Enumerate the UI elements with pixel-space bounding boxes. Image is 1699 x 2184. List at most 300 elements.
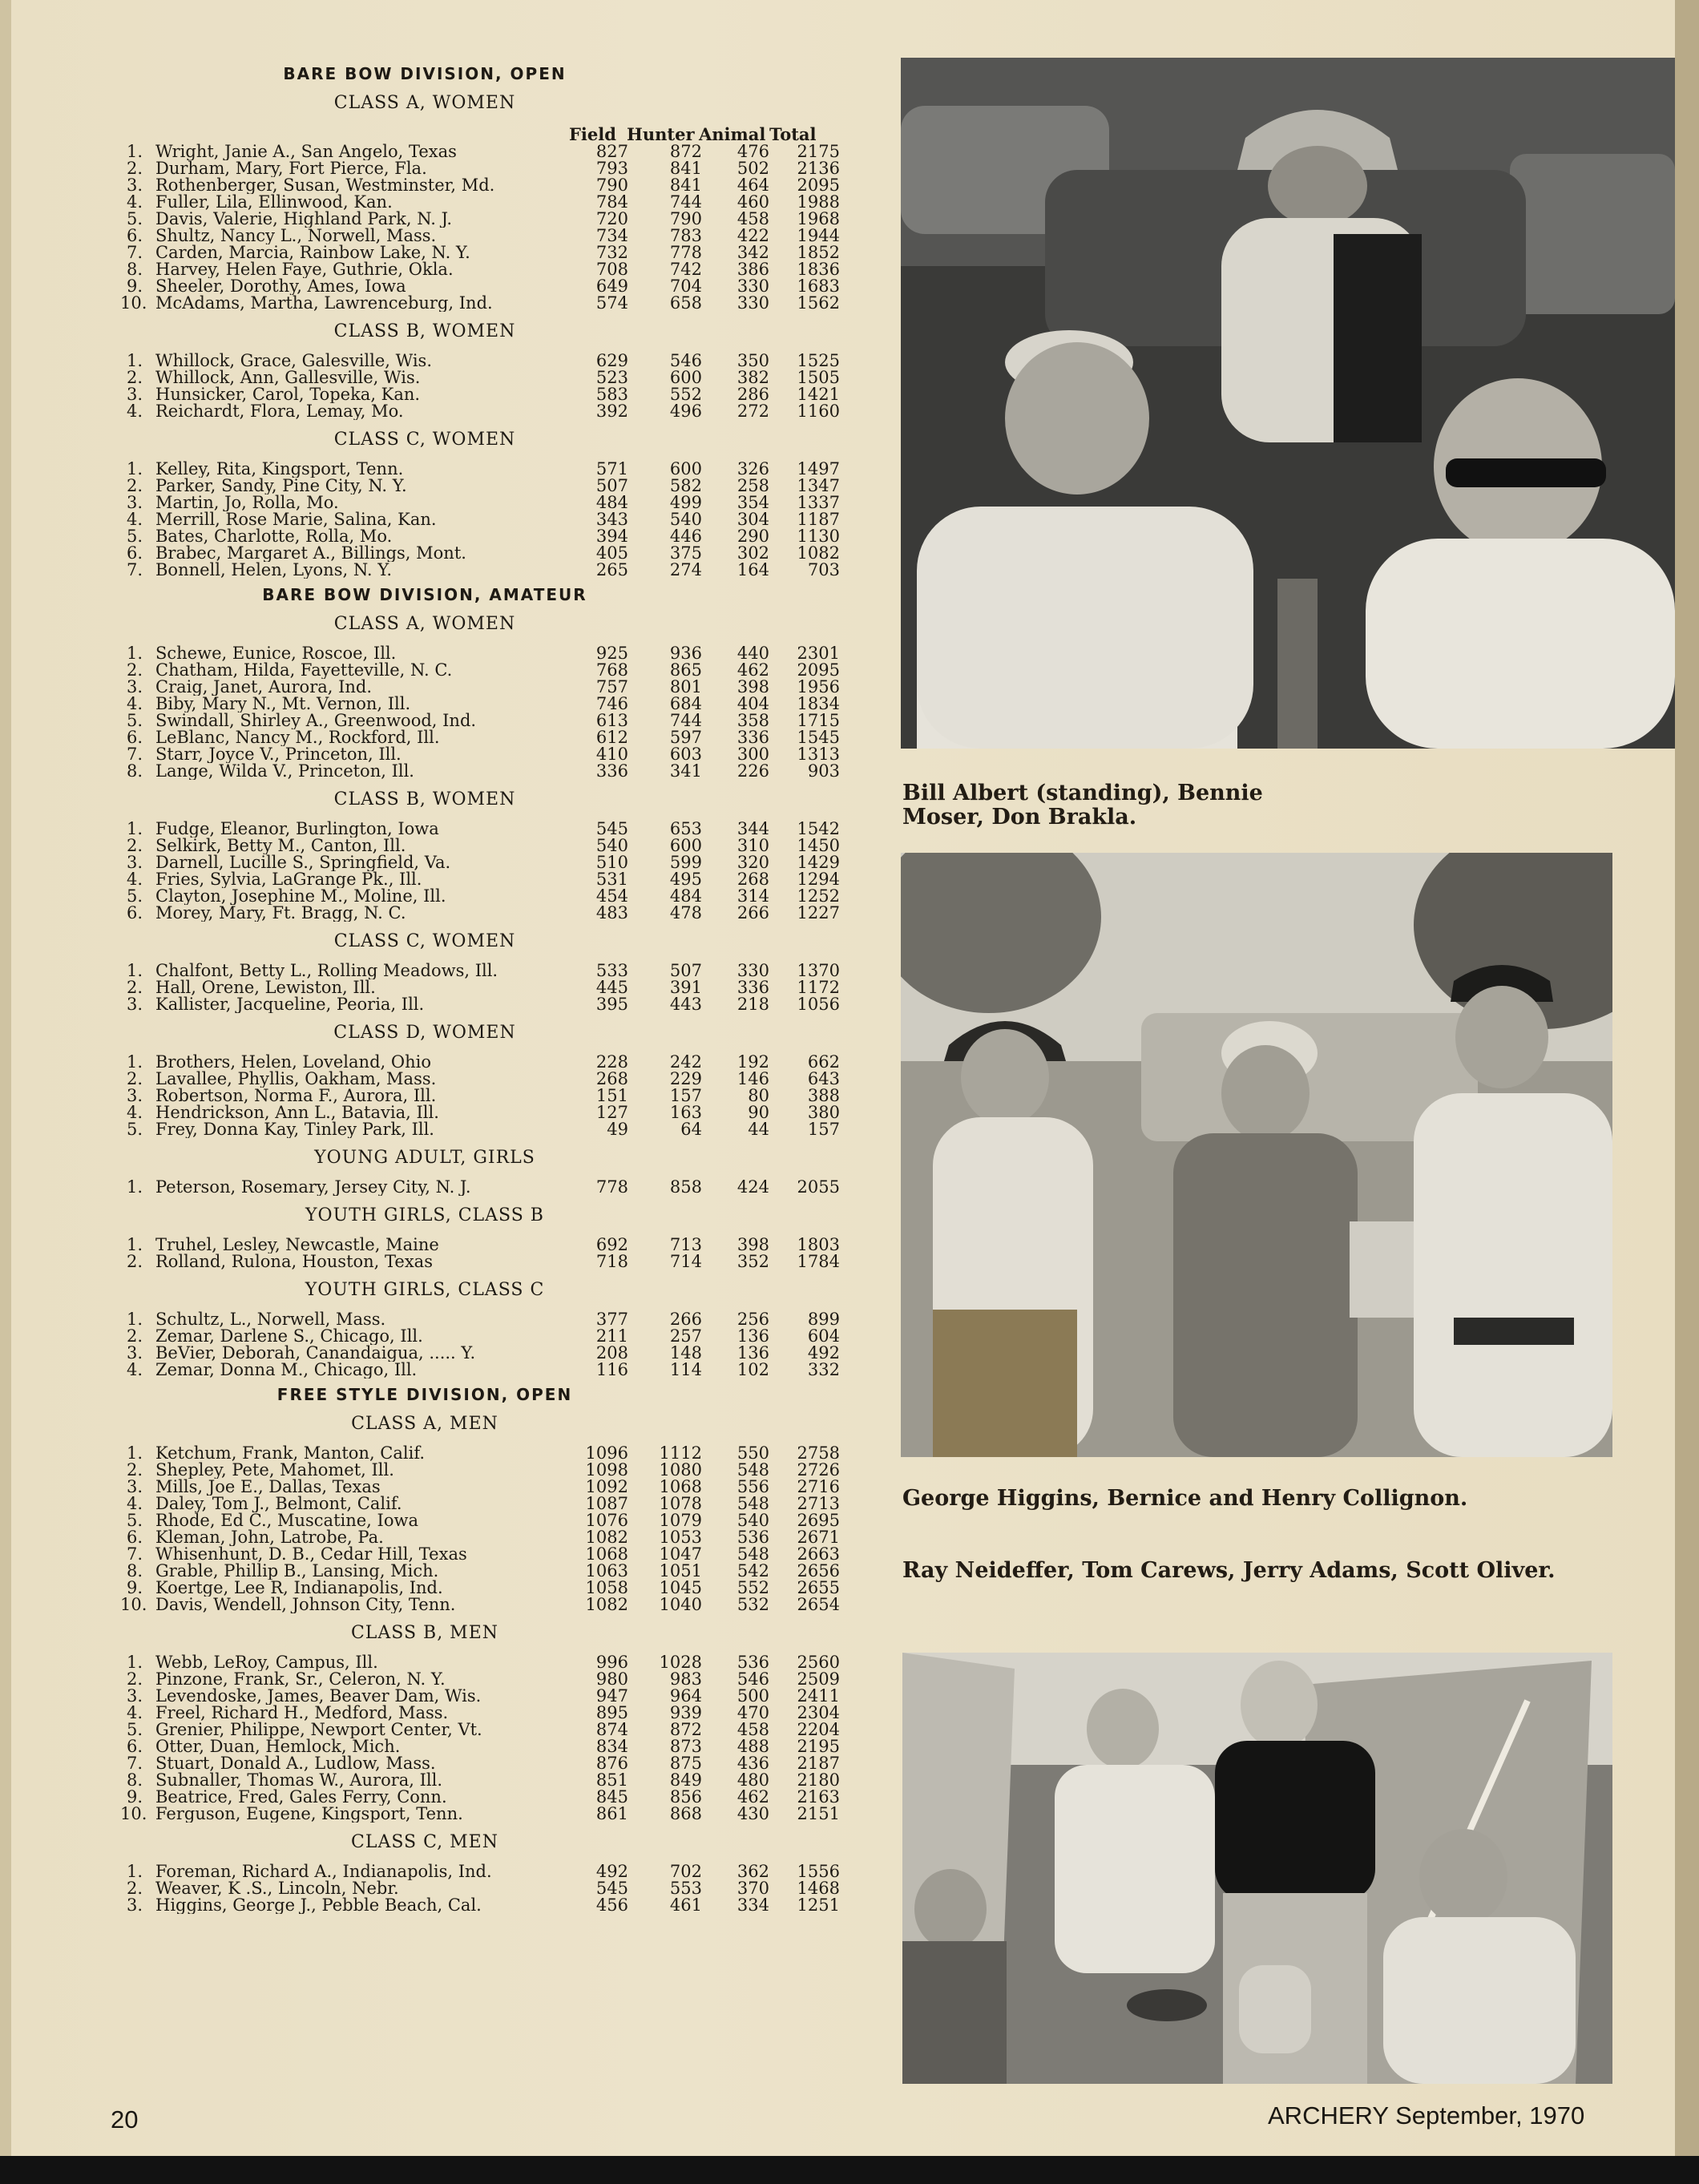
rank: 1. [126, 1177, 143, 1197]
result-row [120, 979, 858, 996]
field-score: 778 [595, 1177, 628, 1197]
class-results-block [120, 1023, 858, 1138]
rank: 2. [126, 836, 143, 855]
result-row [120, 1328, 858, 1345]
result-row [120, 645, 858, 662]
animal-score: 192 [737, 1052, 769, 1072]
archer-name: Harvey, Helen Faye, Guthrie, Okla. [155, 261, 454, 278]
result-row [120, 244, 858, 261]
animal-score: 548 [737, 1544, 769, 1564]
rank: 10. [120, 1595, 147, 1614]
class-heading: CLASS A, WOMEN [333, 614, 516, 634]
total-score: 903 [807, 761, 840, 781]
rank: 6. [126, 1528, 143, 1547]
archer-name: Clayton, Josephine M., Moline, Ill. [155, 888, 446, 905]
result-row [120, 963, 858, 979]
result-row [120, 1580, 858, 1597]
archer-name: Rothenberger, Susan, Westminster, Md. [155, 177, 495, 194]
total-score: 1834 [797, 694, 840, 713]
total-score: 2204 [797, 1720, 840, 1739]
animal-score: 146 [737, 1069, 769, 1088]
field-score: 996 [595, 1653, 628, 1672]
rank: 1. [126, 1235, 143, 1254]
archer-name: Starr, Joyce V., Princeton, Ill. [155, 746, 402, 763]
hunter-score: 704 [669, 277, 702, 296]
archer-name: Rolland, Rulona, Houston, Texas [155, 1253, 433, 1270]
field-score: 49 [607, 1120, 628, 1139]
hunter-score: 858 [669, 1177, 702, 1197]
animal-score: 354 [737, 493, 769, 512]
total-score: 1545 [797, 728, 840, 747]
rank: 3. [126, 995, 143, 1014]
result-row [120, 1705, 858, 1722]
total-score: 2560 [797, 1653, 840, 1672]
hunter-score: 1112 [659, 1443, 702, 1463]
archer-name: Shepley, Pete, Mahomet, Ill. [155, 1462, 394, 1479]
rank: 3. [126, 1895, 143, 1915]
result-row [120, 211, 858, 228]
hunter-score: 553 [669, 1879, 702, 1898]
animal-score: 556 [737, 1477, 769, 1496]
total-score: 643 [807, 1069, 840, 1088]
archer-name: Levendoske, James, Beaver Dam, Wis. [155, 1688, 482, 1705]
hunter-score: 114 [669, 1360, 702, 1379]
archer-name: Foreman, Richard A., Indianapolis, Ind. [155, 1863, 492, 1880]
field-score: 649 [595, 277, 628, 296]
rank: 3. [126, 1086, 143, 1105]
hunter-score: 375 [669, 543, 702, 563]
photo-bill-albert-bennie-moser-don-brakla [901, 58, 1675, 749]
result-row [120, 1104, 858, 1121]
result-row [120, 1863, 858, 1880]
result-row [120, 1496, 858, 1512]
rank: 6. [126, 226, 143, 245]
animal-score: 80 [748, 1086, 769, 1105]
rank: 2. [126, 159, 143, 178]
photo-neideffer-carews-adams-oliver [902, 1653, 1612, 2084]
rank: 1. [126, 142, 143, 161]
total-score: 2695 [797, 1511, 840, 1530]
hunter-score: 446 [669, 527, 702, 546]
field-score: 410 [595, 745, 628, 764]
total-score: 2175 [797, 142, 840, 161]
column-header: Total [769, 124, 817, 144]
field-score: 523 [595, 368, 628, 387]
class-results-block [120, 1832, 858, 1914]
total-score: 1988 [797, 192, 840, 212]
class-heading: YOUTH GIRLS, CLASS B [305, 1205, 544, 1225]
hunter-score: 1079 [659, 1511, 702, 1530]
archer-name: Parker, Sandy, Pine City, N. Y. [155, 478, 407, 495]
animal-score: 258 [737, 476, 769, 495]
result-row [120, 713, 858, 729]
rank: 3. [126, 677, 143, 696]
field-score: 574 [595, 293, 628, 313]
archer-name: Chalfont, Betty L., Rolling Meadows, Ill. [155, 963, 498, 979]
field-score: 1098 [585, 1460, 628, 1480]
hunter-score: 600 [669, 836, 702, 855]
animal-score: 330 [737, 961, 769, 980]
hunter-score: 713 [669, 1235, 702, 1254]
animal-score: 460 [737, 192, 769, 212]
total-score: 492 [807, 1343, 840, 1362]
total-score: 1525 [797, 351, 840, 370]
animal-score: 304 [737, 510, 769, 529]
animal-score: 272 [737, 402, 769, 421]
field-score: 116 [595, 1360, 628, 1379]
animal-score: 370 [737, 1879, 769, 1898]
rank: 7. [126, 745, 143, 764]
animal-score: 268 [737, 870, 769, 889]
field-score: 784 [595, 192, 628, 212]
rank: 4. [126, 402, 143, 421]
archer-name: Durham, Mary, Fort Pierce, Fla. [155, 160, 427, 177]
total-score: 388 [807, 1086, 840, 1105]
total-score: 1683 [797, 277, 840, 296]
field-score: 377 [595, 1310, 628, 1329]
total-score: 2713 [797, 1494, 840, 1513]
field-score: 768 [595, 660, 628, 680]
animal-score: 550 [737, 1443, 769, 1463]
hunter-score: 684 [669, 694, 702, 713]
field-score: 790 [595, 176, 628, 195]
rank: 4. [126, 1703, 143, 1722]
rank: 3. [126, 385, 143, 404]
animal-score: 256 [737, 1310, 769, 1329]
animal-score: 136 [737, 1343, 769, 1362]
column-header: Animal [699, 124, 766, 144]
animal-score: 540 [737, 1511, 769, 1530]
rank: 4. [126, 510, 143, 529]
rank: 3. [126, 853, 143, 872]
rank: 7. [126, 1544, 143, 1564]
field-score: 456 [595, 1895, 628, 1915]
page-edge-right [1675, 0, 1699, 2184]
rank: 9. [126, 1787, 143, 1807]
animal-score: 302 [737, 543, 769, 563]
class-results-block [120, 430, 858, 579]
rank: 1. [126, 459, 143, 478]
field-score: 507 [595, 476, 628, 495]
hunter-score: 744 [669, 192, 702, 212]
result-row [120, 353, 858, 369]
field-score: 827 [595, 142, 628, 161]
archer-name: Kelley, Rita, Kingsport, Tenn. [155, 461, 404, 478]
total-score: 332 [807, 1360, 840, 1379]
class-heading: YOUTH GIRLS, CLASS C [305, 1280, 545, 1300]
hunter-score: 443 [669, 995, 702, 1014]
rank: 9. [126, 1578, 143, 1597]
archer-name: BeVier, Deborah, Canandaigua, ..... Y. [155, 1345, 476, 1362]
field-score: 268 [595, 1069, 628, 1088]
rank: 6. [126, 728, 143, 747]
animal-score: 398 [737, 677, 769, 696]
rank: 4. [126, 1360, 143, 1379]
hunter-score: 274 [669, 560, 702, 579]
total-score: 2163 [797, 1787, 840, 1807]
rank: 2. [126, 1460, 143, 1480]
total-score: 2654 [797, 1595, 840, 1614]
archer-name: Fries, Sylvia, LaGrange Pk., Ill. [155, 871, 422, 888]
rank: 3. [126, 176, 143, 195]
class-results-block [120, 1280, 858, 1379]
field-score: 211 [595, 1326, 628, 1346]
hunter-score: 872 [669, 1720, 702, 1739]
result-row [120, 1897, 858, 1914]
animal-score: 458 [737, 1720, 769, 1739]
result-row [120, 261, 858, 278]
animal-score: 542 [737, 1561, 769, 1580]
animal-score: 480 [737, 1770, 769, 1790]
hunter-score: 1040 [659, 1595, 702, 1614]
class-heading: CLASS C, WOMEN [333, 430, 516, 450]
hunter-score: 163 [669, 1103, 702, 1122]
field-score: 718 [595, 1252, 628, 1271]
animal-score: 310 [737, 836, 769, 855]
rank: 10. [120, 293, 147, 313]
result-row [120, 278, 858, 295]
field-score: 531 [595, 870, 628, 889]
field-score: 793 [595, 159, 628, 178]
animal-score: 422 [737, 226, 769, 245]
archer-name: Craig, Janet, Aurora, Ind. [155, 679, 373, 696]
field-score: 343 [595, 510, 628, 529]
animal-score: 476 [737, 142, 769, 161]
field-score: 394 [595, 527, 628, 546]
archer-name: Whillock, Ann, Gallesville, Wis. [155, 369, 421, 386]
hunter-score: 1068 [659, 1477, 702, 1496]
animal-score: 164 [737, 560, 769, 579]
field-score: 876 [595, 1754, 628, 1773]
class-results-block [120, 931, 858, 1013]
animal-score: 500 [737, 1686, 769, 1706]
animal-score: 350 [737, 351, 769, 370]
page-number: 20 [111, 2105, 139, 2134]
field-score: 1068 [585, 1544, 628, 1564]
hunter-score: 744 [669, 711, 702, 730]
rank: 8. [126, 1770, 143, 1790]
result-row [120, 1054, 858, 1071]
field-score: 445 [595, 978, 628, 997]
animal-score: 300 [737, 745, 769, 764]
hunter-score: 841 [669, 176, 702, 195]
archer-name: McAdams, Martha, Lawrenceburg, Ind. [155, 295, 493, 312]
result-row [120, 763, 858, 780]
result-row [120, 1179, 858, 1196]
page-edge-left [0, 0, 11, 2156]
hunter-score: 597 [669, 728, 702, 747]
rank: 6. [126, 903, 143, 922]
class-heading: YOUNG ADULT, GIRLS [314, 1148, 535, 1168]
total-score: 157 [807, 1120, 840, 1139]
total-score: 1251 [797, 1895, 840, 1915]
total-score: 1187 [797, 510, 840, 529]
hunter-score: 257 [669, 1326, 702, 1346]
total-score: 2151 [797, 1804, 840, 1823]
class-results-block [120, 789, 858, 922]
archer-name: Frey, Donna Kay, Tinley Park, Ill. [155, 1121, 434, 1138]
result-row [120, 194, 858, 211]
archer-name: Wright, Janie A., San Angelo, Texas [155, 143, 457, 160]
hunter-score: 1047 [659, 1544, 702, 1564]
animal-score: 326 [737, 459, 769, 478]
result-row [120, 403, 858, 420]
rank: 2. [126, 1326, 143, 1346]
field-score: 845 [595, 1787, 628, 1807]
rank: 1. [126, 961, 143, 980]
hunter-score: 603 [669, 745, 702, 764]
field-score: 336 [595, 761, 628, 781]
total-score: 1056 [797, 995, 840, 1014]
field-score: 1063 [585, 1561, 628, 1580]
animal-score: 330 [737, 293, 769, 313]
archer-name: Beatrice, Fred, Gales Ferry, Conn. [155, 1789, 447, 1806]
caption-photo-1: Bill Albert (standing), Bennie Moser, Don Brakla. [902, 781, 1263, 830]
rank: 7. [126, 560, 143, 579]
hunter-score: 599 [669, 853, 702, 872]
rank: 5. [126, 1120, 143, 1139]
hunter-score: 865 [669, 660, 702, 680]
hunter-score: 983 [669, 1669, 702, 1689]
archer-name: Ketchum, Frank, Manton, Calif. [155, 1445, 426, 1462]
field-score: 483 [595, 903, 628, 922]
result-row [120, 386, 858, 403]
class-heading: CLASS A, WOMEN [333, 93, 516, 113]
field-score: 734 [595, 226, 628, 245]
hunter-score: 540 [669, 510, 702, 529]
field-score: 851 [595, 1770, 628, 1790]
total-score: 1294 [797, 870, 840, 889]
total-score: 2671 [797, 1528, 840, 1547]
animal-score: 330 [737, 277, 769, 296]
hunter-score: 391 [669, 978, 702, 997]
result-row [120, 838, 858, 854]
hunter-score: 653 [669, 819, 702, 838]
field-score: 861 [595, 1804, 628, 1823]
archer-name: Fudge, Eleanor, Burlington, Iowa [155, 821, 439, 838]
animal-score: 502 [737, 159, 769, 178]
rank: 1. [126, 644, 143, 663]
result-row [120, 1253, 858, 1270]
archer-name: Swindall, Shirley A., Greenwood, Ind. [155, 713, 477, 729]
total-score: 1803 [797, 1235, 840, 1254]
rank: 4. [126, 1494, 143, 1513]
result-row [120, 1479, 858, 1496]
rank: 7. [126, 1754, 143, 1773]
rank: 8. [126, 761, 143, 781]
archer-name: Lavallee, Phyllis, Oakham, Mass. [155, 1071, 437, 1088]
archer-name: Zemar, Donna M., Chicago, Ill. [155, 1362, 418, 1379]
total-score: 604 [807, 1326, 840, 1346]
animal-score: 548 [737, 1460, 769, 1480]
column-header: Field [569, 124, 616, 144]
archer-name: Carden, Marcia, Rainbow Lake, N. Y. [155, 244, 470, 261]
rank: 4. [126, 192, 143, 212]
archer-name: Zemar, Darlene S., Chicago, Ill. [155, 1328, 423, 1345]
magazine-issue-line: ARCHERY September, 1970 [1268, 2101, 1585, 2130]
field-score: 571 [595, 459, 628, 478]
field-score: 1076 [585, 1511, 628, 1530]
rank: 3. [126, 1343, 143, 1362]
division-heading: FREE STYLE DIVISION, OPEN [276, 1385, 573, 1404]
rank: 5. [126, 1511, 143, 1530]
total-score: 2301 [797, 644, 840, 663]
rank: 2. [126, 660, 143, 680]
total-score: 2758 [797, 1443, 840, 1463]
animal-score: 286 [737, 385, 769, 404]
hunter-score: 229 [669, 1069, 702, 1088]
total-score: 2716 [797, 1477, 840, 1496]
result-row [120, 495, 858, 511]
result-row [120, 1529, 858, 1546]
field-score: 757 [595, 677, 628, 696]
field-score: 732 [595, 243, 628, 262]
rank: 4. [126, 870, 143, 889]
hunter-score: 939 [669, 1703, 702, 1722]
total-score: 1130 [797, 527, 840, 546]
rank: 1. [126, 819, 143, 838]
total-score: 1497 [797, 459, 840, 478]
archer-name: Morey, Mary, Ft. Bragg, N. C. [155, 905, 406, 922]
rank: 4. [126, 1103, 143, 1122]
animal-score: 314 [737, 886, 769, 906]
animal-score: 398 [737, 1235, 769, 1254]
class-results-block [120, 1414, 858, 1613]
total-score: 2411 [797, 1686, 840, 1706]
hunter-score: 148 [669, 1343, 702, 1362]
archer-name: Kleman, John, Latrobe, Pa. [155, 1529, 384, 1546]
hunter-score: 496 [669, 402, 702, 421]
rank: 7. [126, 243, 143, 262]
hunter-score: 964 [669, 1686, 702, 1706]
field-score: 583 [595, 385, 628, 404]
rank: 1. [126, 1052, 143, 1072]
total-score: 1944 [797, 226, 840, 245]
archer-name: Chatham, Hilda, Fayetteville, N. C. [155, 662, 453, 679]
hunter-score: 582 [669, 476, 702, 495]
archer-name: Shultz, Nancy L., Norwell, Mass. [155, 228, 437, 244]
field-score: 629 [595, 351, 628, 370]
archer-name: Darnell, Lucille S., Springfield, Va. [155, 854, 451, 871]
animal-score: 336 [737, 978, 769, 997]
result-row [120, 228, 858, 244]
result-row [120, 1345, 858, 1362]
result-row [120, 821, 858, 838]
rank: 2. [126, 1669, 143, 1689]
hunter-score: 1078 [659, 1494, 702, 1513]
result-row [120, 1880, 858, 1897]
total-score: 2663 [797, 1544, 840, 1564]
archer-name: Subnaller, Thomas W., Aurora, Ill. [155, 1772, 443, 1789]
total-score: 1313 [797, 745, 840, 764]
class-heading: CLASS B, MEN [350, 1623, 499, 1643]
archer-name: Rhode, Ed C., Muscatine, Iowa [155, 1512, 418, 1529]
hunter-score: 64 [680, 1120, 702, 1139]
field-score: 1092 [585, 1477, 628, 1496]
animal-score: 226 [737, 761, 769, 781]
total-score: 1450 [797, 836, 840, 855]
result-row [120, 545, 858, 562]
rank: 2. [126, 1879, 143, 1898]
hunter-score: 936 [669, 644, 702, 663]
archer-name: LeBlanc, Nancy M., Rockford, Ill. [155, 729, 440, 746]
rank: 2. [126, 1252, 143, 1271]
hunter-score: 600 [669, 368, 702, 387]
archer-name: Bonnell, Helen, Lyons, N. Y. [155, 562, 393, 579]
total-score: 1556 [797, 1862, 840, 1881]
animal-score: 362 [737, 1862, 769, 1881]
photo-higgins-collignon [901, 853, 1612, 1457]
